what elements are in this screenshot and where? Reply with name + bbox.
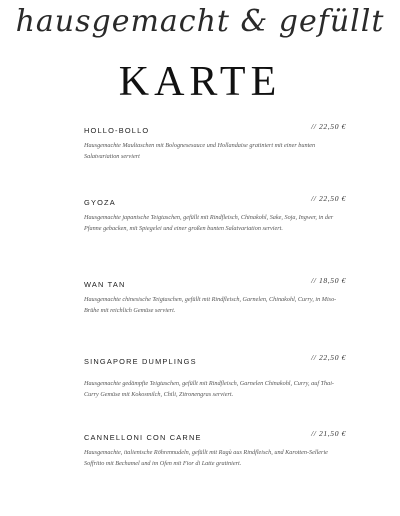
menu-item-price: // 22,50 € — [311, 122, 346, 131]
menu-item-name: SINGAPORE DUMPLINGS — [84, 357, 197, 366]
menu-item-description: Hausgemachte Maultaschen mit Bolognesesauce und Hollandaise gratiniert mit einer bunten Salatvariation serviert — [84, 142, 316, 160]
menu-item-name: GYOZA — [84, 198, 116, 207]
menu-item-description: Hausgemachte gedämpfte Teigtaschen, gefüllt mit Rindfleisch, Garnelen Chinakohl, Curry, auf Thai-Curry Gemüse mit Kokosmilch, Chili, Zitronengras serviert. — [84, 380, 334, 398]
menu-item-description: Hausgemachte japanische Teigtaschen, gefüllt mit Rindfleisch, Chinakohl, Sake, Soja, Ingwer, in der Pfanne gebacken, mit Spiegelei und einer großen bunten Salatvariation serviert. — [84, 214, 334, 232]
menu-item-hollo-bollo — [84, 122, 346, 162]
menu-item-name: WAN TAN — [84, 280, 126, 289]
menu-item-singapore-dumplings — [84, 353, 346, 400]
menu-item-price: // 21,50 € — [311, 429, 346, 438]
script-title: hausgemacht & gefüllt — [15, 4, 385, 39]
menu-item-description: Hausgemachte chinesische Teigtaschen, gefüllt mit Rindfleisch, Garnelen, Chinakohl, Curry, in Miso-Brühe mit reichlich Gemüse serviert. — [84, 296, 337, 314]
menu-item-name: CANNELLONI CON CARNE — [84, 433, 202, 442]
menu-item-description: Hausgemachte, italienische Röhrennudeln, gefüllt mit Ragù aus Rindfleisch, und Karotten-Sellerie Soffritto mit Bechamel und im Ofen mit Fior di Latte gratiniert. — [84, 449, 328, 467]
page-title: KARTE — [118, 59, 282, 105]
menu-item-price: // 18,50 € — [311, 276, 346, 285]
menu-item-name: HOLLO-BOLLO — [84, 126, 150, 135]
menu-item-wan-tan — [84, 276, 346, 316]
menu-item-price: // 22,50 € — [311, 353, 346, 362]
menu-item-price: // 22,50 € — [311, 194, 346, 203]
menu-item-gyoza — [84, 194, 346, 234]
menu-item-cannelloni-con-carne — [84, 429, 346, 469]
